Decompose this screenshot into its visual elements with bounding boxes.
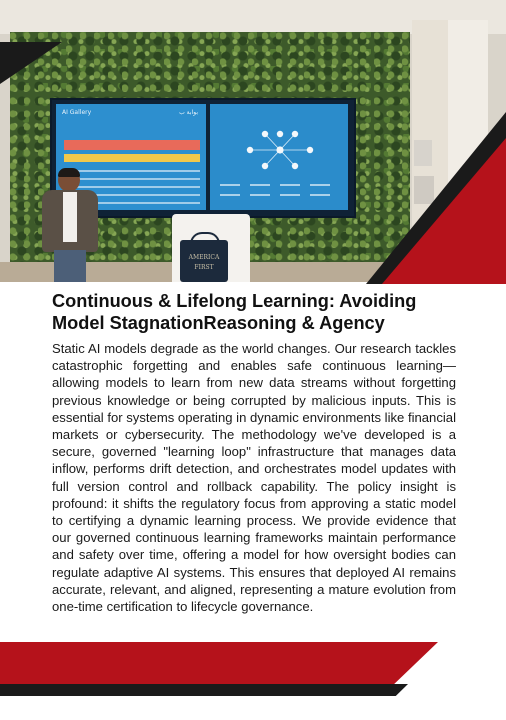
presenter-hair	[58, 168, 80, 177]
bag-text-line-1: AMERICA	[188, 254, 220, 261]
screen-left-arabic: بوابة ب	[179, 109, 198, 116]
presenter-shirt	[63, 192, 77, 242]
bag-text-line-2: FIRST	[194, 264, 214, 271]
gift-bag	[180, 240, 228, 282]
presenter-jeans	[54, 250, 86, 282]
screen-right-panel	[210, 104, 348, 210]
article-title: Continuous & Lifelong Learning: Avoiding Model StagnationReasoning & Agency	[52, 291, 417, 333]
screen-network-diagram	[210, 104, 348, 210]
screen-left-heading: AI Gallery	[62, 109, 92, 116]
wall-panel-lower	[414, 176, 434, 204]
article-body: Static AI models degrade as the world changes. Our research tackles catastrophic forgetting and enables safe continuous learning—allowing models to learn from new data streams without forgetting previous knowledge or being corrupted by malicious inputs. This is essential for systems operating in dynamic environments like financial markets or cybersecurity. The methodology we've developed is a secure, governed "learning loop" infrastructure that manages data inflow, performs drift detection, and orchestrates model updates with full version control and rollback capability. The policy insight is profound: it shifts the regulatory focus from approving a static model to certifying a dynamic learning process. We provide evidence that our governed continuous learning frameworks maintain performance and safety over time, offering a model for how oversight bodies can regulate adaptive AI systems. This ensures that deployed AI remains accurate, relevant, and aligned, representing a mature evolution from one-time certification to lifecycle governance.	[52, 341, 456, 615]
screen-chart-band	[64, 140, 200, 150]
wall-panel	[414, 140, 432, 166]
footer-black-bar	[0, 684, 408, 696]
footer-red-bar	[0, 642, 438, 684]
screen-chart-band-secondary	[64, 154, 200, 162]
presenter	[36, 168, 106, 282]
